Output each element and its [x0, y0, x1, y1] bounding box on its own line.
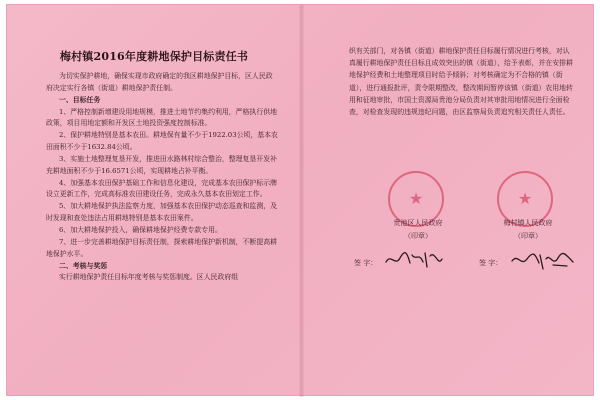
section-heading-targets: 一、目标任务: [59, 95, 101, 104]
document-title: 梅村镇2016年度耕地保护目标责任书: [59, 50, 249, 63]
seal-note-district: （印章）: [404, 232, 432, 240]
list-item: 2、保护耕地特别是基本农田。耕地保有量不少于1922.03公顷，基本农田面积不少于1632.84公顷。: [46, 131, 278, 152]
intro-paragraph: 为切实保护耕地，确保实现市政府确定的我区耕地保护目标，区人民政府决定实行各镇（街道）耕地保护责任制。: [46, 72, 273, 92]
certificate-document: [6, 4, 594, 396]
list-item: 7、进一步完善耕地保护目标责任制，探索耕地保护新机制，不断提高耕地保护水平。: [46, 237, 277, 258]
right-page: [301, 5, 595, 397]
continued-paragraph: 织有关部门，对各镇（街道）耕地保护责任目标履行情况进行考核，对认真履行耕地保护责任目标且成效突出的镇（街道），给予表彰，并在安排耕地保护经费和土地整理项目时给予倾斜；对考核确定为不合格的镇（街道），进行通报批评，责令限期整改，整改期间暂停该镇（街道）农用地转用和征地审批，市国土资源局贵池分局负责对其审批用地情况进行全面检查，对检查发现的违规违纪问题，由区监察局负责追究相关责任人责任。: [349, 47, 573, 117]
handwritten-signature-town: [509, 249, 577, 273]
signature-label-district: 签 字：: [354, 259, 378, 267]
list-item: 5、加大耕地保护执法监察力度，加强基本农田保护动态巡查和监测，及时发现和查处违法占用耕地特别是基本农田案件。: [46, 202, 277, 223]
signature-label-town: 签 字：: [479, 259, 503, 267]
left-page-content: [46, 71, 278, 284]
handwritten-signature-district: [383, 247, 445, 271]
list-item: 4、加强基本农田保护基础工作和信息化建设，完成基本农田保护标示牌设立更新工作，完成高标准农田建设任务，完成永久基本农田划定工作。: [46, 178, 277, 199]
seal-star-icon: ★: [517, 189, 533, 208]
right-page-content: [349, 45, 575, 118]
list-item: 3、实施土地整理复垦开发，推进田水路林村综合整治，整理复垦开发补充耕地面积不少于16.6571公顷，实现耕地占补平衡。: [46, 154, 277, 175]
seal-org-town: 梅村镇人民政府: [503, 219, 553, 227]
section-heading-assessment: 二、考核与奖惩: [59, 261, 108, 270]
list-item: 6、加大耕地保护投入，确保耕地保护经费专款专用。: [59, 225, 222, 234]
seal-org-district: 贵池区人民政府: [393, 219, 443, 227]
assessment-paragraph: 实行耕地保护责任目标年度考核与奖惩制度。区人民政府组: [59, 273, 239, 282]
seal-note-town: （印章）: [514, 232, 542, 240]
left-page: [7, 5, 301, 397]
list-item: 1、严格控制新增建设用地规模，推进土地节约集约利用，严格执行供地政策，项目用地定额和开发区土地投资强度控制标准。: [46, 107, 277, 128]
seal-star-icon: ★: [408, 189, 424, 208]
